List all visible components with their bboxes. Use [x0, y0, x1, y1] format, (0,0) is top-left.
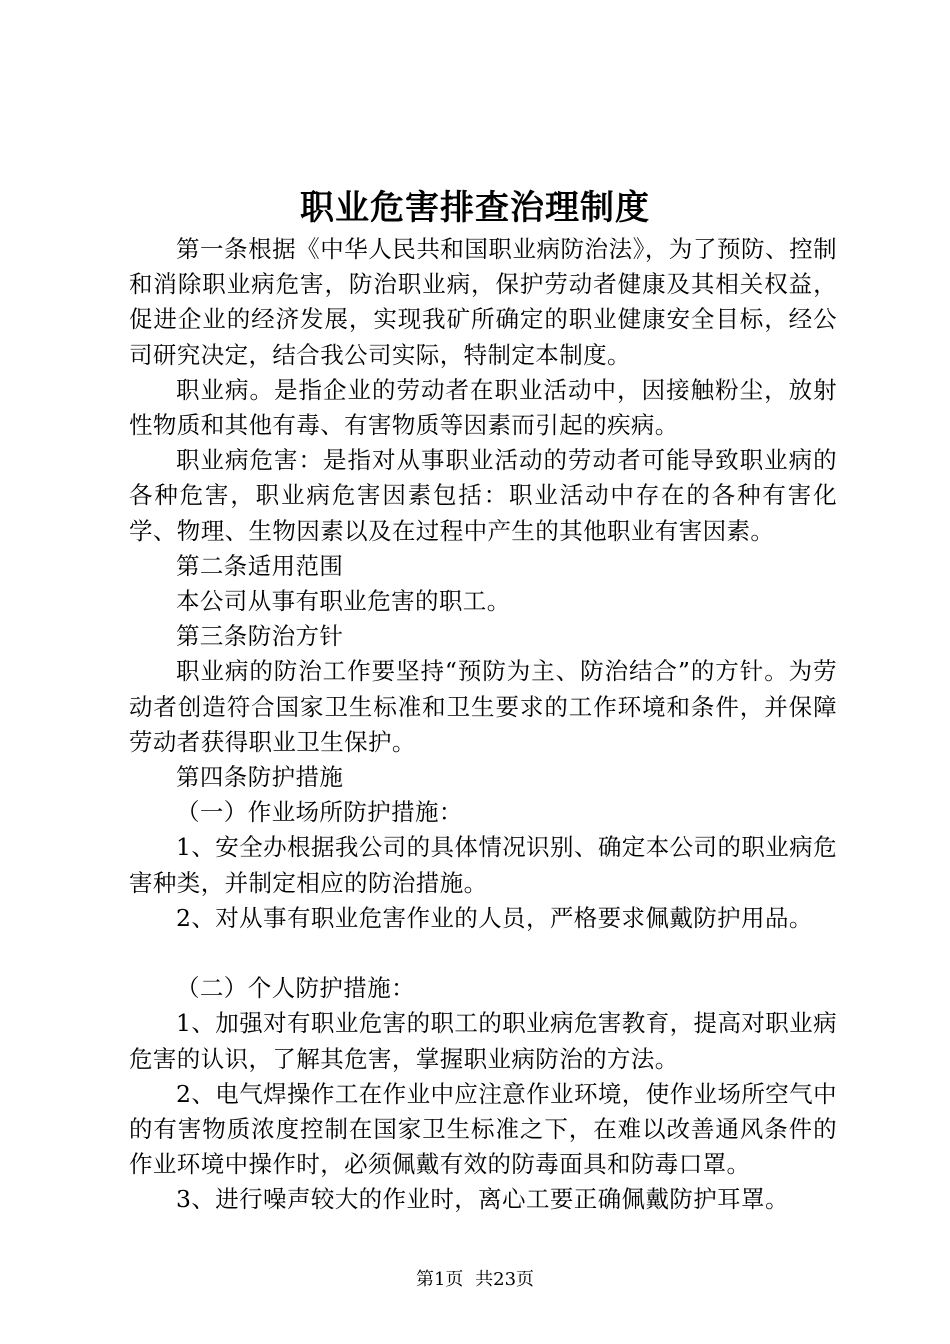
document-body	[129, 232, 837, 1218]
paragraph-workplace-measures-heading: （一）作业场所防护措施：	[176, 798, 463, 827]
paragraph-personal-measure-3: 3、进行噪声较大的作业时，离心工要正确佩戴防护耳罩。	[176, 1185, 789, 1214]
paragraph-article-3-heading: 第三条防治方针	[176, 622, 344, 651]
paragraph-workplace-measure-1: 1、安全办根据我公司的具体情况识别、确定本公司的职业病危害种类，并制定相应的防治措施。	[129, 833, 837, 897]
paragraph-article-2-scope: 本公司从事有职业危害的职工。	[176, 587, 511, 616]
page-number: 第1页	[415, 1269, 464, 1290]
page-footer	[0, 1268, 950, 1292]
paragraph-workplace-measure-2: 2、对从事有职业危害作业的人员，严格要求佩戴防护用品。	[176, 903, 813, 932]
document-title: 职业危害排查治理制度	[300, 188, 650, 228]
paragraph-article-1: 第一条根据《中华人民共和国职业病防治法》，为了预防、控制和消除职业病危害，防治职业病，保护劳动者健康及其相关权益，促进企业的经济发展，实现我矿所确定的职业健康安全目标，经公司研究决定，结合我公司实际，特制定本制度。	[129, 235, 837, 369]
paragraph-personal-measure-1: 1、加强对有职业危害的职工的职业病危害教育，提高对职业病危害的认识，了解其危害，掌握职业病防治的方法。	[129, 1009, 837, 1073]
paragraph-occupational-disease-definition: 职业病。是指企业的劳动者在职业活动中，因接触粉尘，放射性物质和其他有毒、有害物质等因素而引起的疾病。	[129, 375, 837, 440]
paragraph-article-4-heading: 第四条防护措施	[176, 763, 344, 792]
paragraph-hazard-definition: 职业病危害：是指对从事职业活动的劳动者可能导致职业病的各种危害，职业病危害因素包括：职业活动中存在的各种有害化学、物理、生物因素以及在过程中产生的其他职业有害因素。	[129, 446, 837, 545]
paragraph-personal-measure-2: 2、电气焊操作工在作业中应注意作业环境，使作业场所空气中的有害物质浓度控制在国家卫生标准之下，在难以改善通风条件的作业环境中操作时，必须佩戴有效的防毒面具和防毒口罩。	[129, 1079, 837, 1179]
blank-line	[129, 936, 837, 971]
page-total: 共23页	[475, 1269, 535, 1290]
paragraph-personal-measures-heading: （二）个人防护措施：	[176, 974, 415, 1003]
paragraph-article-3-policy: 职业病的防治工作要坚持“预防为主、防治结合”的方针。为劳动者创造符合国家卫生标准和卫生要求的工作环境和条件，并保障劳动者获得职业卫生保护。	[129, 657, 837, 756]
paragraph-article-2-heading: 第二条适用范围	[176, 551, 344, 580]
